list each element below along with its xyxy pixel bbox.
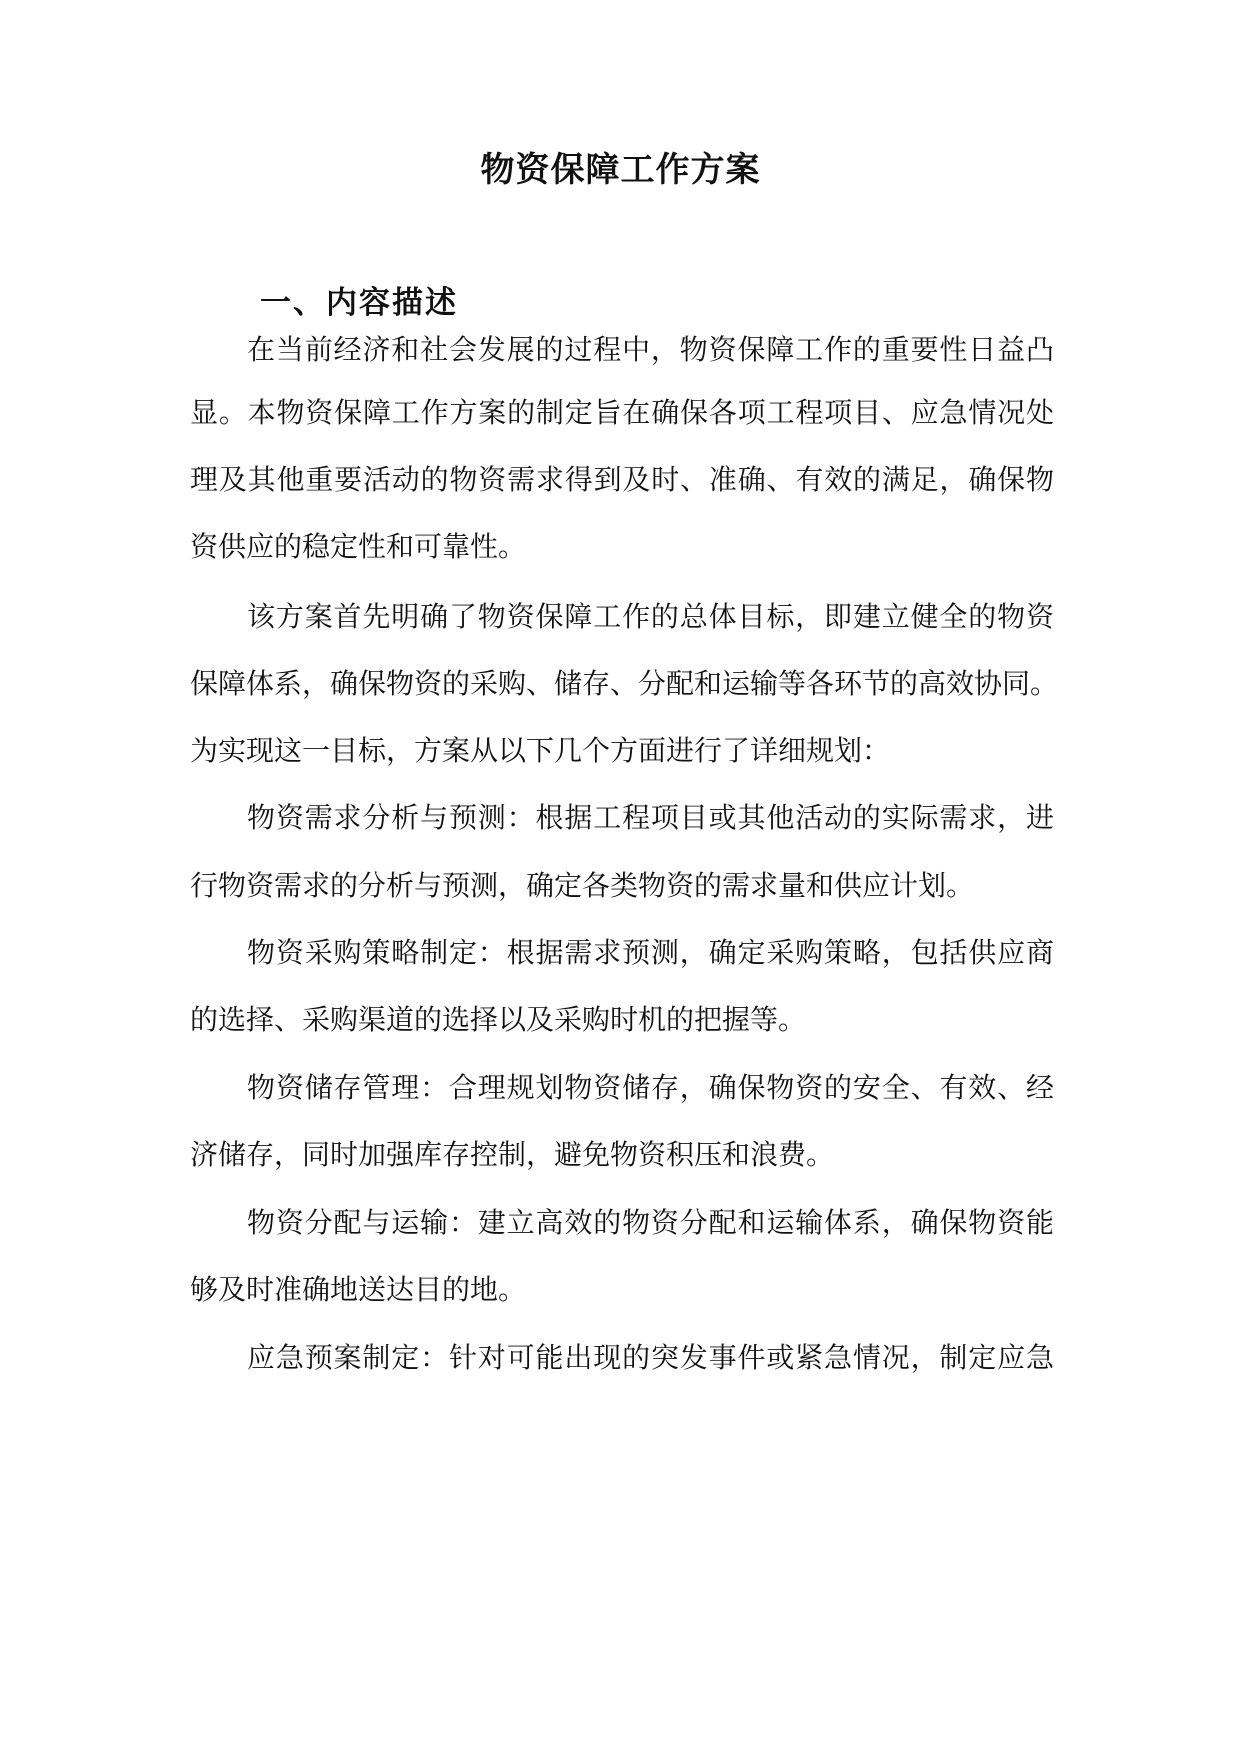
paragraph-line: 资供应的稳定性和可靠性。	[190, 530, 527, 563]
document-title: 物资保障工作方案	[480, 150, 761, 190]
paragraph-line: 显。本物资保障工作方案的制定旨在确保各项工程项目、应急情况处	[190, 396, 1054, 429]
paragraph-line: 保障体系，确保物资的采购、储存、分配和运输等各环节的高效协同。	[190, 667, 1059, 700]
paragraph-line: 物资分配与运输：建立高效的物资分配和运输体系，确保物资能	[247, 1206, 1054, 1239]
paragraph-line: 物资储存管理：合理规划物资储存，确保物资的安全、有效、经	[247, 1071, 1054, 1104]
paragraph-line: 济储存，同时加强库存控制，避免物资积压和浪费。	[190, 1138, 835, 1171]
paragraph-line: 理及其他重要活动的物资需求得到及时、准确、有效的满足，确保物	[190, 463, 1054, 496]
paragraph-line: 在当前经济和社会发展的过程中，物资保障工作的重要性日益凸	[247, 333, 1054, 366]
paragraph-line: 行物资需求的分析与预测，确定各类物资的需求量和供应计划。	[190, 869, 975, 902]
paragraph-line: 为实现这一目标，方案从以下几个方面进行了详细规划：	[190, 734, 891, 767]
section-heading: 一、内容描述	[260, 285, 458, 321]
paragraph-line: 物资采购策略制定：根据需求预测，确定采购策略，包括供应商	[247, 936, 1054, 969]
paragraph-line: 够及时准确地送达目的地。	[190, 1273, 527, 1306]
paragraph-line: 的选择、采购渠道的选择以及采购时机的把握等。	[190, 1003, 807, 1036]
paragraph-line: 应急预案制定：针对可能出现的突发事件或紧急情况，制定应急	[247, 1341, 1054, 1374]
paragraph-line: 物资需求分析与预测：根据工程项目或其他活动的实际需求，进	[247, 801, 1054, 834]
paragraph-line: 该方案首先明确了物资保障工作的总体目标，即建立健全的物资	[247, 600, 1054, 633]
